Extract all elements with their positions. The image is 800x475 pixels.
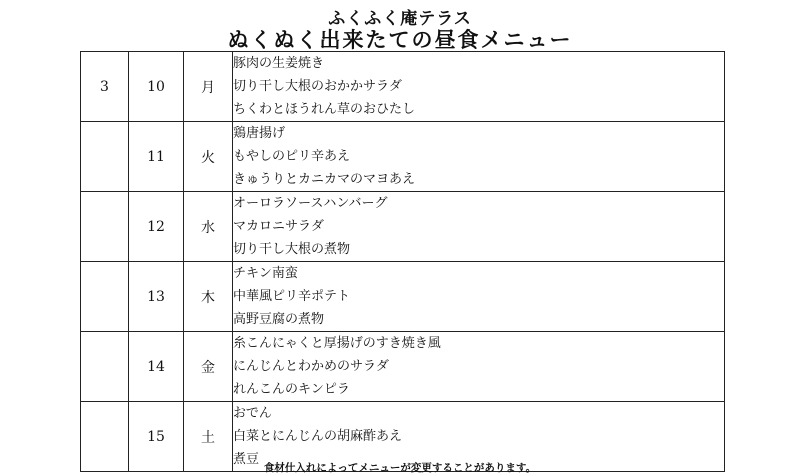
dishes-cell [233,192,725,262]
weekday-cell: 月 [184,52,233,122]
month-cell [81,122,129,192]
dish-item: 切り干し大根の煮物 [233,242,351,257]
dish-item: 煮豆 [233,452,260,467]
dishes-cell [233,122,725,192]
restaurant-name: ふくふく庵テラス [328,9,472,29]
table-row [81,122,725,192]
month-cell [81,262,129,332]
dishes-cell [233,332,725,402]
table-row [81,52,725,122]
dish-item: ちくわとほうれん草のおひたし [233,102,416,117]
dish-item: 切り干し大根のおかかサラダ [233,79,402,94]
dish-item: 高野豆腐の煮物 [233,312,325,327]
table-row [81,332,725,402]
month-cell: 3 [81,52,129,122]
table-row [81,262,725,332]
dish-item: きゅうりとカニカマのマヨあえ [233,172,416,187]
date-cell: 15 [129,402,184,472]
dish-item: 豚肉の生姜焼き [233,56,325,71]
dish-item: にんじんとわかめのサラダ [233,359,389,374]
dish-item: 糸こんにゃくと厚揚げのすき焼き風 [233,336,441,351]
weekday-cell: 水 [184,192,233,262]
month-cell [81,192,129,262]
weekday-cell: 金 [184,332,233,402]
dish-item: 中華風ピリ辛ポテト [233,289,351,304]
date-cell: 14 [129,332,184,402]
weekday-cell: 火 [184,122,233,192]
dishes-cell [233,262,725,332]
dish-item: 白菜とにんじんの胡麻酢あえ [233,429,403,444]
date-cell: 12 [129,192,184,262]
weekday-cell: 土 [184,402,233,472]
footer-note: 食材仕入れによってメニューが変更することがあります。 [263,462,537,474]
date-cell: 10 [129,52,184,122]
dish-item: マカロニサラダ [233,219,324,234]
date-cell: 11 [129,122,184,192]
dish-item: もやしのピリ辛あえ [233,149,351,164]
dish-item: おでん [233,406,272,421]
dish-item: チキン南蛮 [233,266,298,281]
dish-item: オーロラソースハンバーグ [233,196,388,211]
dish-item: 鶏唐揚げ [233,126,286,141]
dishes-cell [233,52,725,122]
month-cell [81,332,129,402]
date-cell: 13 [129,262,184,332]
table-row [81,192,725,262]
weekday-cell: 木 [184,262,233,332]
menu-table [80,51,725,472]
dish-item: れんこんのキンピラ [233,382,350,397]
menu-title: ぬくぬく出来たての昼食メニュー [227,28,573,52]
